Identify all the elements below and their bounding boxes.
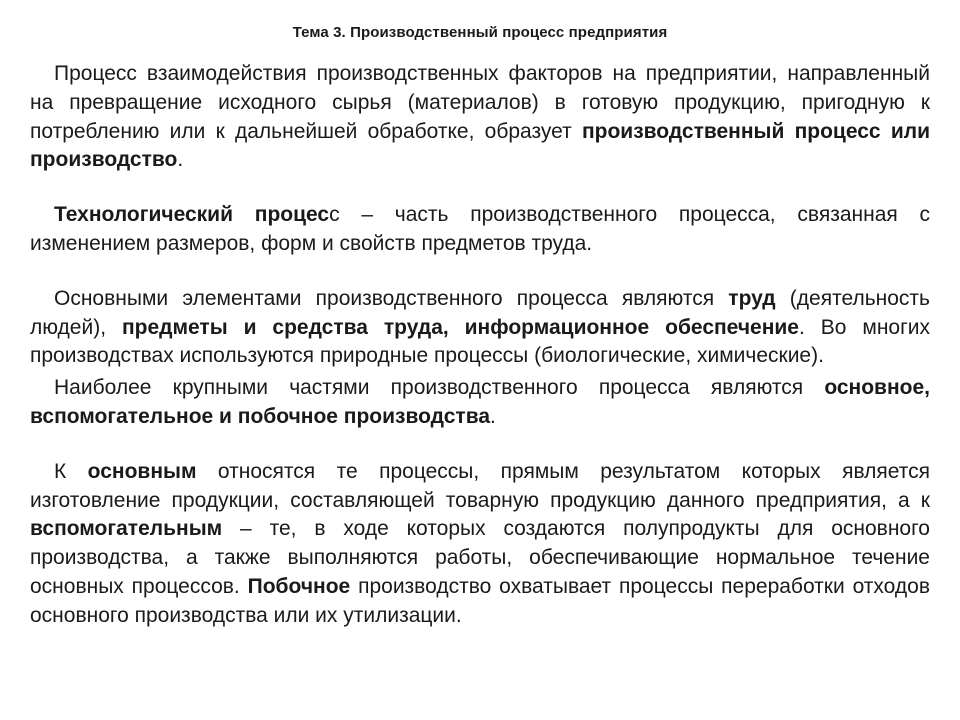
paragraph-largest-parts <box>30 374 930 432</box>
paragraph-technological-process <box>30 201 930 259</box>
text: Основными элементами производственного процесса являются <box>54 286 729 310</box>
bold-term: труд <box>728 286 776 310</box>
text: относятся те процессы, прямым результатом которых является изготовление продукции, составляющей товарную продукцию данного предприятия, а к <box>30 459 930 512</box>
slide-body <box>30 60 930 631</box>
paragraph-production-process <box>30 60 930 175</box>
text: производство охватывает процессы переработки отходов основного производства или их утилизации. <box>30 574 930 627</box>
paragraph-main-auxiliary <box>30 458 930 631</box>
text: Наиболее крупными частями производственного процесса являются <box>54 376 825 400</box>
text: К <box>54 459 88 483</box>
text: (деятельность людей), <box>30 286 930 339</box>
text: . <box>490 404 496 428</box>
bold-term: Побочное <box>247 574 351 598</box>
text: Процесс взаимодействия производственных факторов на предприятии, направленный на превращение исходного сырья (материалов) в готовую продукцию, пригодную к потреблению или к дальнейшей обработке, образует <box>30 62 930 143</box>
paragraph-main-elements <box>30 285 930 371</box>
bold-term: производственный процесс или производство <box>30 119 930 172</box>
bold-term: основным <box>87 459 197 483</box>
text: . <box>177 148 184 172</box>
slide-title: Тема 3. Производственный процесс предприятия <box>292 24 668 41</box>
bold-term: предметы и средства труда, информационное обеспечение <box>121 315 799 339</box>
text: с – часть производственного процесса, связанная с изменением размеров, форм и свойств предметов труда. <box>30 203 930 255</box>
bold-term: основное, вспомогательное и побочное производства <box>30 376 930 428</box>
bold-term: вспомогательным <box>30 517 223 541</box>
bold-term: Технологический процес <box>54 203 330 227</box>
text: – те, в ходе которых создаются полупродукты для основного производства, а также выполняются работы, обеспечивающие нормальное течение основных процессов. <box>30 517 930 598</box>
text: . Во многих производствах используются природные процессы (биологические, химические). <box>30 315 930 368</box>
